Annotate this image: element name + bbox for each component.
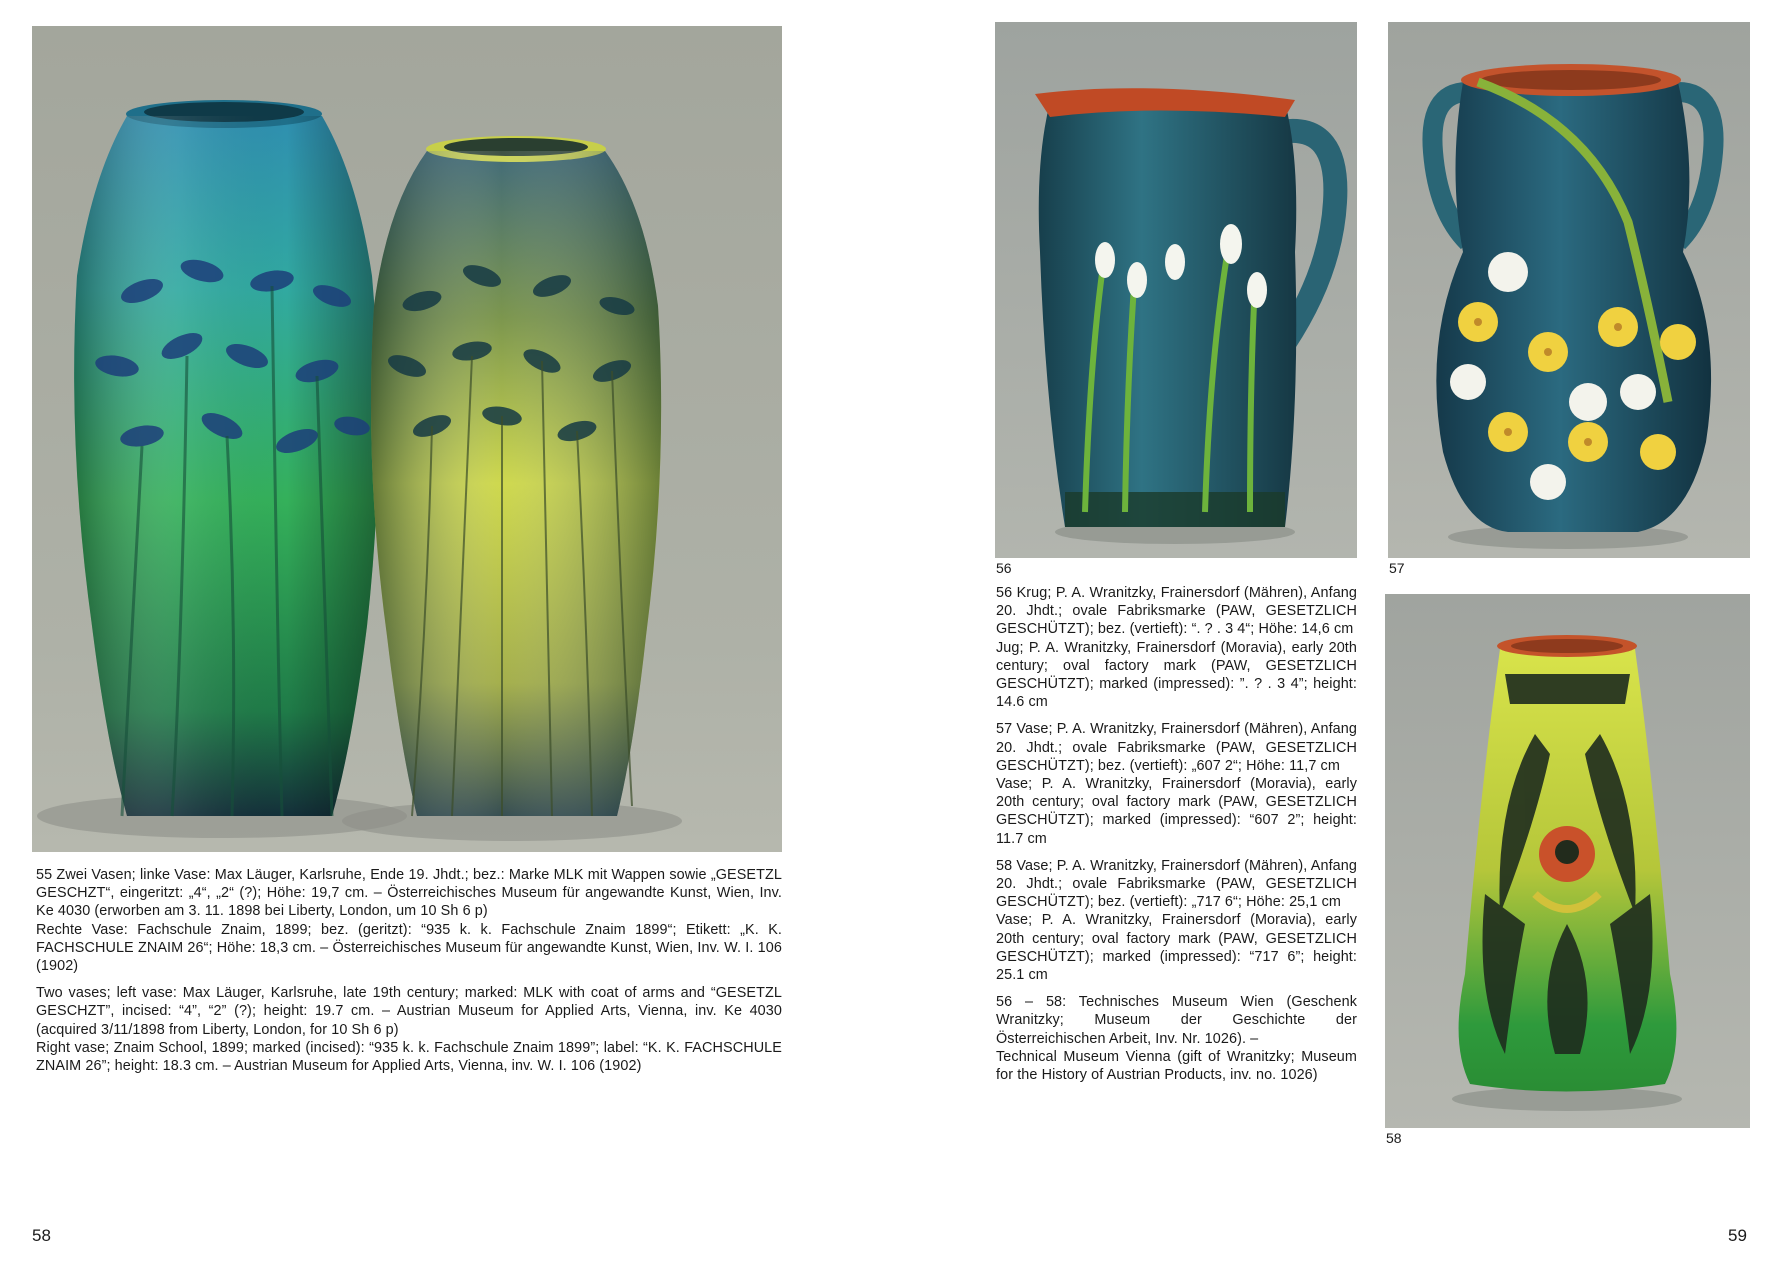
two-vases-photo — [32, 26, 782, 852]
caption-56-58-de: 56 – 58: Technisches Museum Wien (Geschenk Wranitzky; Museum der Geschichte der Österreichischen Arbeit, Inv. Nr. 1026). – — [996, 994, 1357, 1047]
right-page — [883, 0, 1766, 1264]
caption-56-de: 56 Krug; P. A. Wranitzky, Frainersdorf (Mähren), Anfang 20. Jhdt.; ovale Fabriksmarke (PAW, GESETZLICH GESCHÜTZT); bez. (vertieft): “. ? . 3 4“; Höhe: 14,6 cm — [996, 585, 1357, 638]
page-number-left: 58 — [32, 1226, 51, 1245]
caption-55-en-part2: Right vase; Znaim School, 1899; marked (incised): “935 k. k. Fachschule Znaim 1899”; label: “K. K. FACHSCHULE ZNAIM 26”; height: 18.3 cm. – Austrian Museum for Applied Arts, Vienna, inv. W. I. 106 (1902) — [36, 1039, 782, 1075]
caption-56-en: Jug; P. A. Wranitzky, Frainersdorf (Moravia), early 20th century; oval factory mark (PAW, GESETZLICH GESCHÜTZT); marked (impressed): ”. ? . 3 4”; height: 14.6 cm — [996, 639, 1357, 711]
caption-58-de: 58 Vase; P. A. Wranitzky, Frainersdorf (Mähren), Anfang 20. Jhdt.; ovale Fabriksmarke (PAW, GESETZLICH GESCHÜTZT); bez. (vertieft): „717 6“; Höhe: 25,1 cm — [996, 857, 1357, 911]
vase-peacock-photo — [1385, 594, 1750, 1128]
caption-55-en-part1: Two vases; left vase: Max Läuger, Karlsruhe, late 19th century; marked: MLK with coat of arms and “GESETZL GESCHZT”, incised: “4”, “2” (?); height: 19.7 cm. – Austrian Museum for Applied Arts, Vienna, inv. Ke 4030 (acquired 3/11/1898 from Liberty, London, for 10 Sh 6 p) — [36, 985, 782, 1038]
caption-55-de-part2: Rechte Vase: Fachschule Znaim, 1899; bez. (geritzt): “935 k. k. Fachschule Znaim 1899“; Etikett: „K. K. FACHSCHULE ZNAIM 26“; Höhe: 18,3 cm. – Österreichisches Museum für angewandte Kunst, Wien, Inv. W. I. 106 (1902) — [36, 921, 782, 975]
figures-56-58-captions — [996, 584, 1357, 1084]
jug-snowdrops-photo — [995, 22, 1357, 558]
caption-57-en: Vase; P. A. Wranitzky, Frainersdorf (Moravia), early 20th century; oval factory mark (PAW, GESETZLICH GESCHÜTZT); marked (impressed): “607 2”; height: 11.7 cm — [996, 776, 1357, 847]
figure-55-caption — [36, 866, 782, 1075]
caption-56-58-en: Technical Museum Vienna (gift of Wranitzky; Museum for the History of Austrian Products, inv. no. 1026) — [996, 1048, 1357, 1084]
figure-57-number: 57 — [1389, 560, 1405, 576]
vase-flowers-photo — [1388, 22, 1750, 558]
figure-56-number: 56 — [996, 560, 1012, 576]
caption-55-de-part1: 55 Zwei Vasen; linke Vase: Max Läuger, Karlsruhe, Ende 19. Jhdt.; bez.: Marke MLK mit Wappen sowie „GESETZL GESCHZT“, eingeritzt: „4“, „2“ (?); Höhe: 19,7 cm. – Österreichisches Museum für angewandte Kunst, Wien, Inv. Ke 4030 (erworben am 3. 11. 1898 bei Liberty, London, um 10 Sh 6 p) — [36, 867, 782, 920]
caption-58-en: Vase; P. A. Wranitzky, Frainersdorf (Moravia), early 20th century; oval factory mark (PAW, GESETZLICH GESCHÜTZT); marked (impressed): “717 6”; height: 25.1 cm — [996, 912, 1357, 984]
page-number-right: 59 — [1728, 1226, 1747, 1245]
caption-57-de: 57 Vase; P. A. Wranitzky, Frainersdorf (Mähren), Anfang 20. Jhdt.; ovale Fabriksmarke (PAW, GESETZLICH GESCHÜTZT); bez. (vertieft): „607 2“; Höhe: 11,7 cm — [996, 721, 1357, 774]
figure-58-number: 58 — [1386, 1130, 1402, 1146]
